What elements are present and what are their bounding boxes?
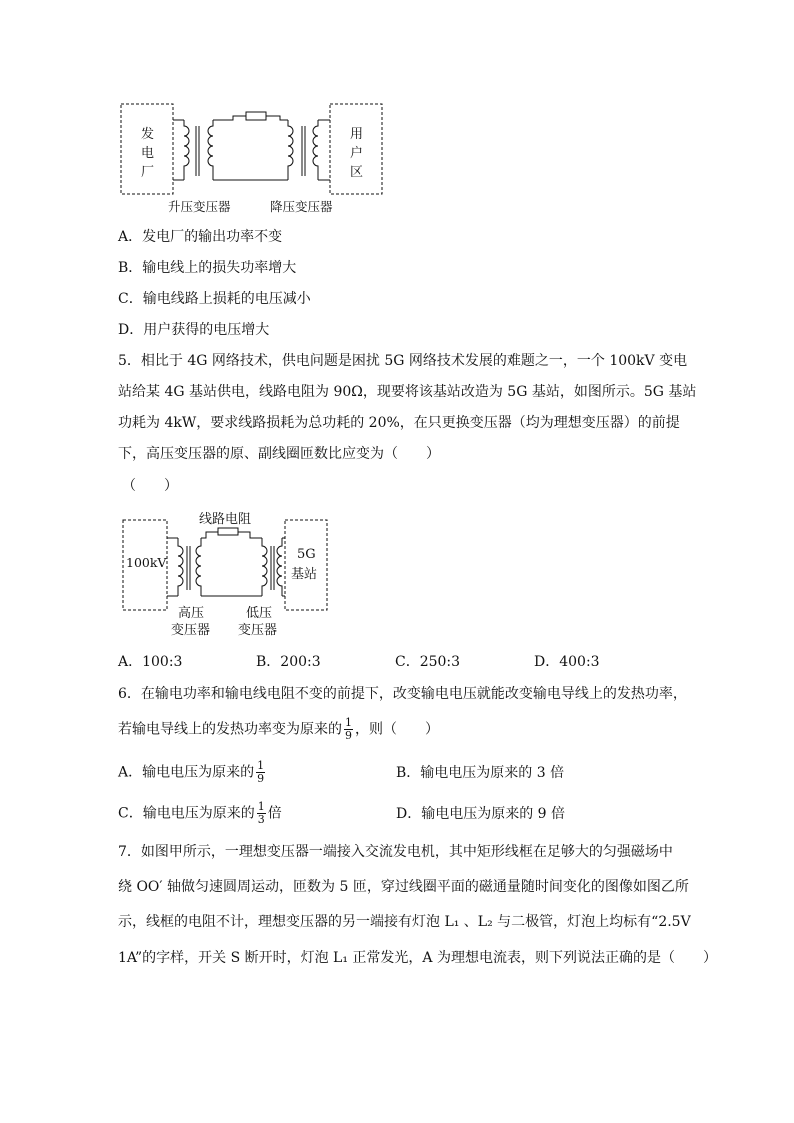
q5-text-line-4: 下，高压变压器的原、副线圈匝数比应变为（ ） [118, 446, 440, 462]
power-plant-char-1: 发 [141, 127, 155, 142]
q4-option-b: B．输电线上的损失功率增大 [118, 260, 297, 276]
q6-option-a-num: 1 [257, 759, 265, 772]
low-transformer-label-2: 变压器 [238, 623, 278, 638]
user-area-char-3: 区 [350, 165, 364, 180]
q4-option-d: D．用户获得的电压增大 [118, 322, 270, 338]
user-area-char-1: 用 [350, 127, 364, 142]
q5-text-line-1: 5．相比于 4G 网络技术，供电问题是困扰 5G 网络技术发展的难题之一，一个 100kV 变电 [118, 353, 688, 369]
step-up-primary-coil [184, 120, 189, 180]
step-down-secondary-coil [313, 120, 318, 180]
q6-option-d: D．输电电压为原来的 9 倍 [396, 806, 566, 822]
q4-option-a: A．发电厂的输出功率不变 [118, 229, 283, 245]
q6-option-a-fraction [256, 760, 265, 785]
q5-text-line-2: 站给某 4G 基站供电，线路电阻为 90Ω，现要将该基站改造为 5G 基站，如图所示。5G 基站 [118, 384, 697, 400]
q6-fraction-num: 1 [345, 716, 352, 729]
q6-option-a-text: A．输电电压为原来的 [118, 764, 255, 781]
q7-text-line-3: 示，线框的电阻不计，理想变压器的另一端接有灯泡 L₁ 、L₂ 与二极管，灯泡上均标有“2.5V [118, 914, 691, 930]
station-label-line-2: 基站 [291, 567, 318, 582]
step-up-label: 升压变压器 [168, 199, 231, 214]
q6-option-a [118, 760, 267, 785]
q6-option-c-num: 1 [257, 800, 265, 813]
q6-option-c-text: C．输电电压为原来的 [118, 805, 255, 822]
low-voltage-primary-coil [262, 538, 267, 596]
q5-text-line-3: 功耗为 4kW，要求线路损耗为总功耗的 20%，在只更换变压器（均为理想变压器）的前提 [118, 415, 680, 431]
q6-option-c-den: 3 [257, 813, 265, 826]
line-resistor [218, 528, 238, 535]
power-plant-char-2: 电 [141, 146, 155, 161]
transmission-figure [110, 96, 400, 218]
high-transformer-label-1: 高压 [178, 606, 205, 621]
q7-text-line-1: 7．如图甲所示，一理想变压器一端接入交流发电机，其中矩形线框在足够大的匀强磁场中 [118, 844, 673, 860]
low-transformer-label-1: 低压 [246, 606, 273, 621]
base-station-figure [118, 506, 334, 642]
q6-option-c [118, 801, 282, 826]
source-label: 100kV [126, 555, 167, 570]
q5-text-line-5: （ ） [122, 478, 178, 494]
q6-line2-post: ，则（ ） [355, 721, 439, 738]
user-area-char-2: 户 [350, 146, 364, 161]
step-up-secondary-coil [208, 120, 213, 180]
high-voltage-primary-coil [178, 538, 183, 596]
q5-option-c: C．250:3 [395, 654, 461, 670]
high-transformer-label-2: 变压器 [171, 623, 211, 638]
q6-option-a-den: 9 [257, 772, 265, 785]
q6-text-line-2 [118, 717, 439, 742]
q7-text-line-2: 绕 OO′ 轴做匀速圆周运动，匝数为 5 匝，穿过线圈平面的磁通量随时间变化的图像如图乙所 [118, 879, 689, 895]
q6-option-c-suffix: 倍 [267, 805, 282, 822]
step-down-primary-coil [288, 120, 293, 180]
power-plant-char-3: 厂 [141, 165, 155, 180]
resistor-label: 线路电阻 [199, 512, 252, 527]
q5-option-b: B．200:3 [256, 654, 321, 670]
q7-text-line-4: 1A”的字样，开关 S 断开时，灯泡 L₁ 正常发光，A 为理想电流表，则下列说法正确的是（ ） [118, 950, 717, 966]
q6-line2-pre: 若输电导线上的发热功率变为原来的 [118, 721, 342, 738]
q6-option-b: B．输电电压为原来的 3 倍 [396, 765, 565, 781]
q6-option-c-fraction [257, 801, 266, 826]
station-label-line-1: 5G [297, 547, 316, 562]
station-box [285, 520, 327, 610]
line-resistor [246, 112, 266, 120]
q5-option-a: A．100:3 [118, 654, 183, 670]
q5-option-d: D．400:3 [534, 654, 600, 670]
q6-text-line-1: 6．在输电功率和输电线电阻不变的前提下，改变输电电压就能改变输电导线上的发热功率， [118, 686, 687, 702]
low-voltage-secondary-coil [277, 538, 282, 596]
q6-fraction [344, 717, 353, 742]
step-down-label: 降压变压器 [270, 199, 333, 214]
high-voltage-secondary-coil [196, 538, 201, 596]
q4-option-c: C．输电线路上损耗的电压减小 [118, 291, 311, 307]
q6-fraction-den: 9 [345, 729, 352, 742]
